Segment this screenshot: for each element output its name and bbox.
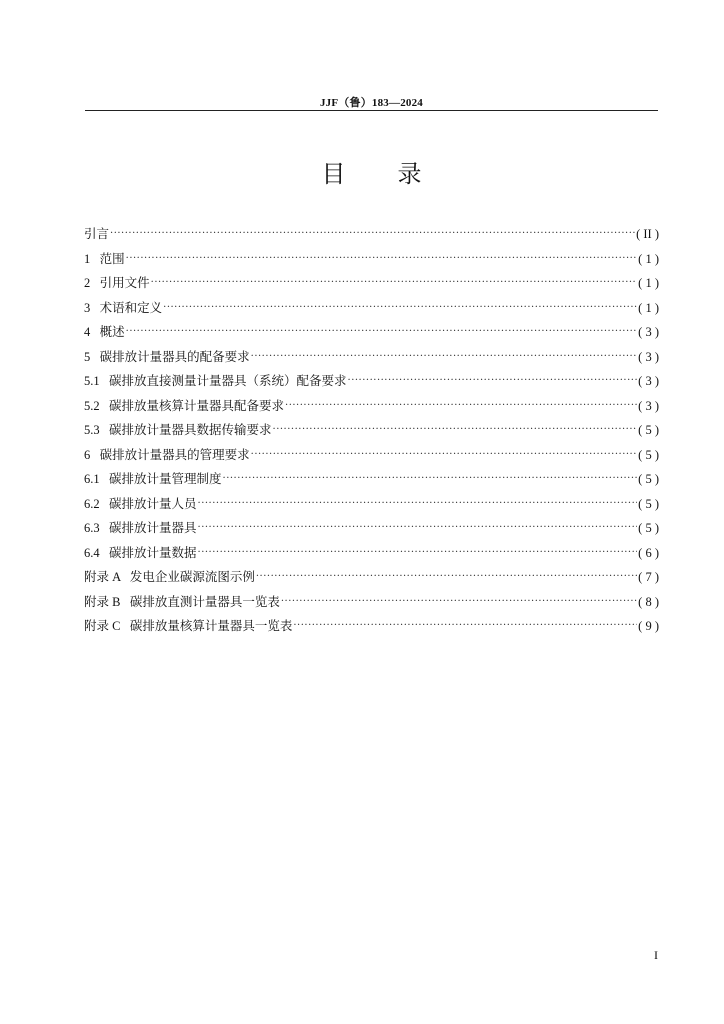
toc-entry-page: ( 3 ) xyxy=(638,349,659,364)
toc-entry-label: 碳排放量核算计量器具配备要求 xyxy=(109,397,285,413)
title-char-1: 目 xyxy=(321,160,346,188)
toc-dot-leader xyxy=(281,594,637,610)
toc-entry-page: ( 1 ) xyxy=(638,300,659,315)
toc-dot-leader xyxy=(256,569,637,585)
toc-entry[interactable] xyxy=(84,467,659,492)
toc-entry-page: ( II ) xyxy=(636,227,659,242)
toc-entry-page: ( 3 ) xyxy=(638,374,659,389)
toc-entry-number: 6 xyxy=(84,447,100,462)
toc-entry-page: ( 8 ) xyxy=(638,594,659,609)
toc-dot-leader xyxy=(151,275,638,291)
table-of-contents xyxy=(84,222,659,639)
toc-entry-label: 碳排放计量器具数据传输要求 xyxy=(109,422,272,438)
toc-entry-number: 附录 B xyxy=(84,594,130,609)
toc-dot-leader xyxy=(223,471,638,487)
toc-entry[interactable] xyxy=(84,394,659,419)
toc-dot-leader xyxy=(198,545,638,561)
toc-entry-number: 2 xyxy=(84,276,100,291)
toc-entry[interactable] xyxy=(84,418,659,443)
toc-entry[interactable] xyxy=(84,222,659,247)
toc-dot-leader xyxy=(285,398,637,414)
toc-entry-page: ( 3 ) xyxy=(638,325,659,340)
toc-dot-leader xyxy=(251,349,638,365)
toc-entry[interactable] xyxy=(84,590,659,615)
toc-entry-label: 碳排放计量管理制度 xyxy=(109,471,222,487)
toc-entry-label: 术语和定义 xyxy=(99,299,163,315)
toc-entry-label: 碳排放计量数据 xyxy=(109,544,197,560)
header-rule xyxy=(85,110,658,111)
toc-entry-label: 引用文件 xyxy=(99,275,150,291)
title-char-2: 录 xyxy=(397,160,422,188)
toc-entry-page: ( 5 ) xyxy=(638,447,659,462)
toc-entry[interactable] xyxy=(84,565,659,590)
toc-entry-label: 范围 xyxy=(99,250,125,266)
toc-entry[interactable] xyxy=(84,541,659,566)
toc-entry-page: ( 3 ) xyxy=(638,398,659,413)
toc-entry-label: 引言 xyxy=(84,226,110,242)
toc-entry-page: ( 5 ) xyxy=(638,496,659,511)
toc-entry-label: 碳排放计量器具的管理要求 xyxy=(99,446,250,462)
toc-entry-number: 1 xyxy=(84,251,100,266)
toc-entry[interactable] xyxy=(84,345,659,370)
toc-dot-leader xyxy=(198,496,638,512)
toc-dot-leader xyxy=(126,251,638,267)
toc-dot-leader xyxy=(273,422,638,438)
footer-page-number: I xyxy=(654,948,658,962)
document-code-header: JJF（鲁）183—2024 xyxy=(319,97,424,109)
toc-entry-label: 碳排放量核算计量器具一览表 xyxy=(129,618,293,634)
toc-entry[interactable] xyxy=(84,443,659,468)
toc-entry-number: 6.3 xyxy=(84,521,109,536)
toc-entry-number: 6.4 xyxy=(84,545,109,560)
toc-dot-leader xyxy=(110,226,635,242)
toc-entry-page: ( 9 ) xyxy=(638,619,659,634)
page-title xyxy=(85,154,658,189)
toc-dot-leader xyxy=(126,324,638,340)
toc-entry-number: 5 xyxy=(84,349,100,364)
toc-entry-label: 碳排放计量器具的配备要求 xyxy=(99,348,250,364)
toc-entry-number: 附录 C xyxy=(84,619,130,634)
toc-entry-page: ( 1 ) xyxy=(638,276,659,291)
toc-entry[interactable] xyxy=(84,296,659,321)
toc-entry[interactable] xyxy=(84,614,659,639)
toc-dot-leader xyxy=(163,300,637,316)
toc-entry-label: 碳排放直测计量器具一览表 xyxy=(129,593,280,609)
toc-entry[interactable] xyxy=(84,320,659,345)
toc-entry-label: 概述 xyxy=(99,324,125,340)
toc-entry-number: 5.3 xyxy=(84,423,109,438)
toc-entry-number: 6.2 xyxy=(84,496,109,511)
toc-entry-page: ( 5 ) xyxy=(638,423,659,438)
toc-dot-leader xyxy=(293,618,637,634)
toc-entry[interactable] xyxy=(84,271,659,296)
toc-entry[interactable] xyxy=(84,247,659,272)
toc-entry-page: ( 1 ) xyxy=(638,251,659,266)
toc-entry-number: 5.1 xyxy=(84,374,109,389)
toc-dot-leader xyxy=(198,520,638,536)
toc-entry-page: ( 5 ) xyxy=(638,521,659,536)
toc-entry[interactable] xyxy=(84,492,659,517)
toc-dot-leader xyxy=(348,373,638,389)
toc-entry[interactable] xyxy=(84,516,659,541)
toc-entry-page: ( 6 ) xyxy=(638,545,659,560)
toc-entry[interactable] xyxy=(84,369,659,394)
toc-entry-page: ( 7 ) xyxy=(638,570,659,585)
toc-entry-number: 4 xyxy=(84,325,100,340)
toc-entry-label: 碳排放直接测量计量器具（系统）配备要求 xyxy=(109,373,347,389)
toc-entry-number: 5.2 xyxy=(84,398,109,413)
toc-entry-number: 6.1 xyxy=(84,472,109,487)
toc-dot-leader xyxy=(251,447,638,463)
toc-entry-number: 3 xyxy=(84,300,100,315)
toc-entry-label: 碳排放计量人员 xyxy=(109,495,197,511)
toc-entry-number: 附录 A xyxy=(84,570,130,585)
toc-entry-label: 发电企业碳源流图示例 xyxy=(129,569,255,585)
toc-entry-label: 碳排放计量器具 xyxy=(109,520,197,536)
toc-entry-page: ( 5 ) xyxy=(638,472,659,487)
